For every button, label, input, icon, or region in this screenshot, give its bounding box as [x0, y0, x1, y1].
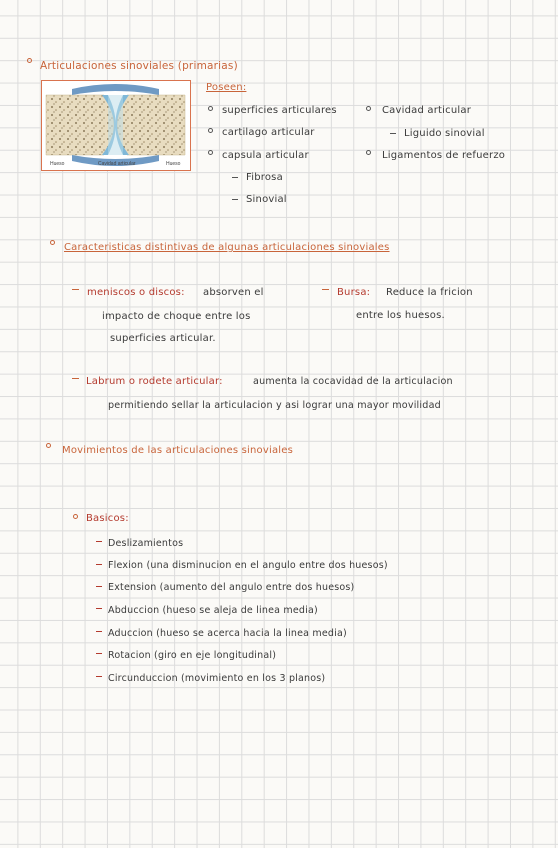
diagram-label-left: Hueso	[50, 161, 65, 167]
movement-dash	[96, 631, 102, 632]
section3-bullet	[46, 443, 51, 448]
movement-dash	[96, 586, 102, 587]
movement-item: Rotacion (giro en eje longitudinal)	[108, 650, 277, 661]
movement-item: Aduccion (hueso se acerca hacia la linea media)	[108, 628, 347, 639]
section1-bullet	[27, 58, 32, 63]
movement-dash	[96, 608, 102, 609]
list-a-bullet	[208, 150, 213, 155]
labrum-dash	[72, 378, 79, 379]
synovial-joint-diagram	[41, 80, 191, 171]
section2-bullet	[50, 240, 55, 245]
bursa-dash	[322, 289, 329, 290]
sub-item: Sinovial	[246, 194, 287, 205]
list-b-item: Liguido sinovial	[404, 128, 485, 139]
movement-item: Circunduccion (movimiento en los 3 planos)	[108, 673, 326, 684]
movement-dash	[96, 541, 102, 542]
movement-dash	[96, 676, 102, 677]
list-b-bullet	[366, 106, 371, 111]
movement-item: Abduccion (hueso se aleja de linea media)	[108, 605, 318, 616]
diagram-label-center: Cavidad articular	[98, 161, 136, 167]
bursa-text: Reduce la fricion	[386, 287, 473, 298]
list-a-item: capsula articular	[222, 150, 309, 161]
list-a-item: cartilago articular	[222, 127, 315, 138]
list-a-item: superficies articulares	[222, 105, 337, 116]
list-b-item: Ligamentos de refuerzo	[382, 150, 506, 161]
meniscos-text: impacto de choque entre los	[102, 311, 251, 322]
movement-item: Extension (aumento del angulo entre dos huesos)	[108, 582, 355, 593]
list-b-dash	[390, 133, 396, 134]
meniscos-text: absorven el	[203, 287, 264, 298]
list-a-bullet	[208, 128, 213, 133]
poseen-label: Poseen:	[206, 82, 247, 93]
movement-item: Deslizamientos	[108, 538, 184, 549]
labrum-text: permitiendo sellar la articulacion y asi lograr una mayor movilidad	[108, 400, 441, 411]
labrum-text: aumenta la cocavidad de la articulacion	[253, 376, 453, 387]
meniscos-dash	[72, 289, 79, 290]
diagram-label-right: Hueso	[166, 161, 181, 167]
section2-title: Caracteristicas distintivas de algunas articulaciones sinoviales	[64, 242, 390, 253]
meniscos-text: superficies articular.	[110, 333, 216, 344]
labrum-label: Labrum o rodete articular:	[86, 376, 223, 387]
section1-title: Articulaciones sinoviales (primarias)	[40, 60, 238, 72]
list-b-item: Cavidad articular	[382, 105, 472, 116]
basicos-bullet	[73, 514, 78, 519]
basicos-label: Basicos:	[86, 513, 129, 524]
sub-dash	[232, 199, 238, 200]
sub-item: Fibrosa	[246, 172, 283, 183]
bursa-label: Bursa:	[337, 287, 371, 298]
movement-item: Flexion (una disminucion en el angulo entre dos huesos)	[108, 560, 388, 571]
section3-title: Movimientos de las articulaciones sinoviales	[62, 445, 294, 456]
list-a-bullet	[208, 106, 213, 111]
meniscos-label: meniscos o discos:	[87, 287, 185, 298]
movement-dash	[96, 564, 102, 565]
movement-dash	[96, 653, 102, 654]
sub-dash	[232, 177, 238, 178]
list-b-bullet	[366, 150, 371, 155]
bursa-text: entre los huesos.	[356, 310, 445, 321]
